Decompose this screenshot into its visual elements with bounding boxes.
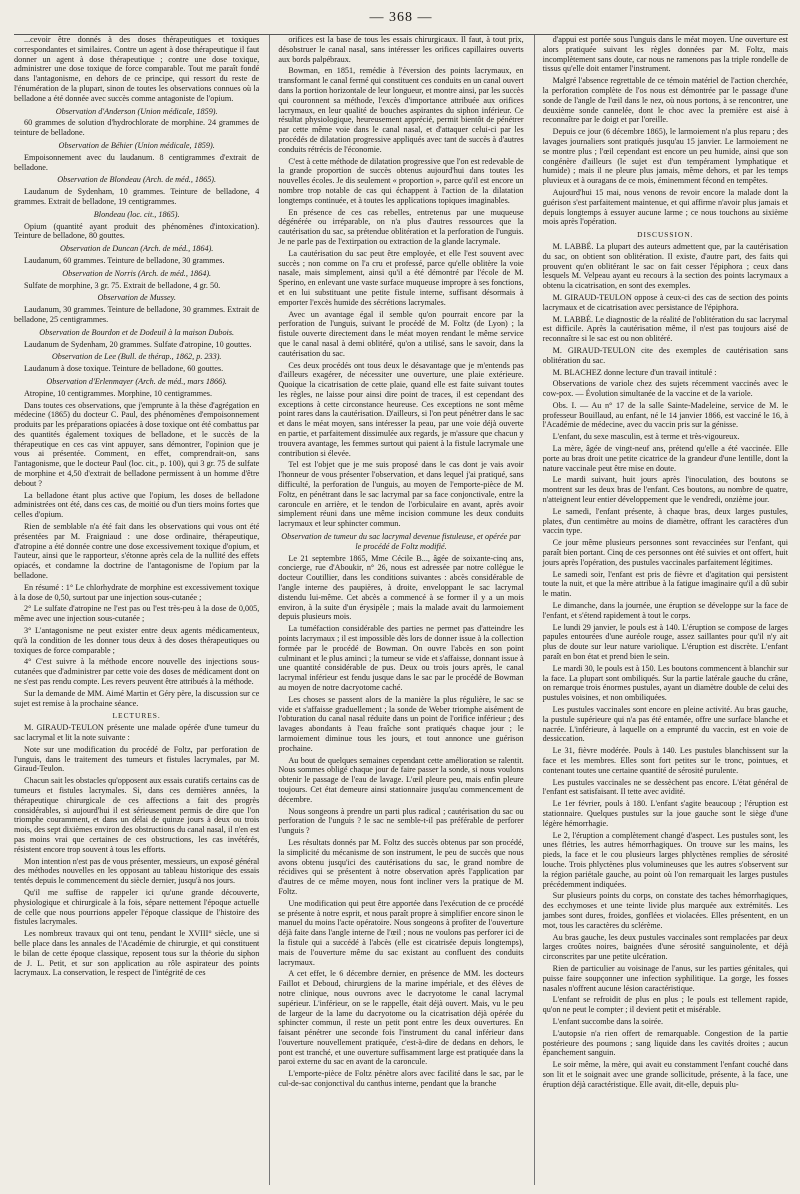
paragraph: Laudanum à dose toxique. Teinture de belladone, 60 gouttes. (24, 364, 224, 374)
section-heading: Observation de Béhier (Union médicale, 1859). (58, 140, 215, 150)
paragraph: La mère, âgée de vingt-neuf ans, prétend qu'elle a été vaccinée. Elle porte au bras droit une petite cicatrice de la grandeur d'une lentille, dont la nature vaccinale peut être mise en doute. (542, 444, 788, 473)
paragraph: Rien de semblable n'a été fait dans les observations qui vous ont été présentées par M. Fraigniaud : une dose ordinaire, thérapeutique, d'atropine a été donnée contre une dose excessivement toxique d'opium, et l'auteur, ainsi que le rapporteur, s'étonne après cela de la nullité des effets opiacés, et condamne la doctrine de l'antagonisme de l'opium par la belladone. (14, 522, 260, 581)
paragraph: Tel est l'objet que je me suis proposé dans le cas dont je vais avoir l'honneur de vous présenter l'observation, et dans lequel j'ai pratiqué, sans difficulté, la perforation de l'unguis, au moyen de l'emporte-pièce de M. Foltz, en pénétrant dans le sac lacrymal par sa face conjonctivale, entre la caroncule en arrière, et le tendon de l'orbiculaire en avant, après avoir simplement réuni dans une même incision commune les deux conduits lacrymaux et leur sphincter commun. (278, 460, 524, 529)
paragraph: Rien de particulier au voisinage de l'anus, sur les parties génitales, qui puisse faire soupçonner une infection syphilitique. La gorge, les fosses nasales n'offrent aucune lésion caractéristique. (542, 963, 788, 993)
paragraph: La tuméfaction considérable des parties ne permet pas d'atteindre les points lacrymaux ; il est impossible dès lors de donner issue à la collection formée par le procédé de Bowman. On ouvre l'abcès en son point culminant et le plus aminci ; la tumeur se vide et s'affaisse, donnant issue à une quantité considérable de pus. Deux ou trois jours après, le canal lacrymal inférieur est fendu jusque dans le sac par le procédé de Bowman au moyen de notre dacryotome caché. (278, 624, 524, 692)
paragraph: Laudanum de Sydenham, 10 grammes. Teinture de belladone, 4 grammes. Extrait de belladone, 19 centigrammes. (14, 187, 260, 206)
paragraph: Aujourd'hui 15 mai, nous venons de revoir encore la malade dont la guérison s'est parfaitement maintenue, et qui affirme n'avoir plus jamais et depuis longtemps à essuyer aucune larme ; ce nous touchons au sixième mois après l'opération. (542, 187, 788, 227)
paragraph: Le lundi 29 janvier, le pouls est à 140. L'éruption se compose de larges papules entourées d'une auréole rouge, assez saillantes pour qu'il n'y ait plus de doute sur leur nature variolique. L'éruption est discrète. L'enfant paraît en bon état et prend bien le sein. (542, 622, 788, 662)
paragraph: M. LABBÉ. La plupart des auteurs admettent que, par la cautérisation du sac, on obtient son oblitération. Il existe, d'autre part, des faits qui prouvent qu'en oblitérant le sac on fait cesser l'épiphora ; ceux dans lesquels M. Velpeau ayant eu recours à la section des points lacrymaux a obtenu la cicatrisation, en sont des exemples. (542, 241, 788, 291)
paragraph: Une modification qui peut être apportée dans l'exécution de ce procédé se présente à notre esprit, et nous paraît propre à simplifier encore sinon le manuel du moins l'acte opératoire. Nous songeons à profiter de l'ouverture déjà faite dans l'angle interne de l'œil ; nous ne voulons pas perforer ici de la fistule qui a succédé à l'abcès (elle est cicatrisée depuis longtemps), mais de l'ouverture même du sac existant au confluent des conduits lacrymaux. (278, 898, 524, 967)
paragraph: Ces deux procédés ont tous deux le désavantage que je m'entends pas d'ailleurs exagérer, de nécessiter une ouverture, une plaie extérieure. Quoique la cicatrisation de cette plaie, quand elle est faite suivant toutes les règles, ne laisse pour ainsi dire point de traces, il est cependant des exceptions à cette circonstance heureuse. Ces exceptions ne sont même point rares dans la cautérisation. D'ailleurs, si l'on peut pénétrer dans le sac et dans le méat moyen, sans intéresser la peau, par une voie déjà ouverte en partie, et parfaitement dissimulée aux regards, je m'assure que chacun y trouvera avantage, les femmes surtout qui paient à la fistule lacrymale une contribution si élevée. (278, 360, 524, 458)
paragraph: orifices est la base de tous les essais chirurgicaux. Il faut, à tout prix, désobstruer le canal nasal, sans intéresser les orifices capillaires ouverts aux bords palpébraux. (278, 35, 524, 64)
section-heading: Observation de Blondeau (Arch. de méd., 1865). (57, 175, 217, 185)
section-heading: Observation de Mussey. (97, 293, 176, 303)
paragraph: Atropine, 10 centigrammes. Morphine, 10 centigrammes. (24, 388, 213, 398)
paragraph: La cautérisation du sac peut être employée, et elle l'est souvent avec succès ; non comme on l'a cru et professé, parce qu'elle oblitère la voie nasale, mais simplement, ainsi qu'il a été démontré par l'école de M. Sperino, en enlevant une vaste surface muqueuse impropre à ses fonctions, et en lui substituant une petite fistule interne, suffisant désormais à emporter l'excès humide des sécrétions lacrymales. (278, 248, 524, 307)
paragraph: Dans toutes ces observations, que j'emprunte à la thèse d'agrégation en médecine (1865) du docteur C. Paul, des phénomènes d'empoisonnement produits par les préparations opiacées à dose toxique ont été combattus par des quantités également toxiques de belladone, et le succès de la thérapeutique en ces cas vint appuyer, sans démontrer, l'opinion que je vous ai présentée. Comment, en effet, comprendrait-on, sans l'antagonisme, que le docteur Paul (loc. cit., p. 100), qui 3 gr. 75 de sulfate de morphine et 4,50 d'extrait de belladone permissent à un homme d'être debout ? (14, 400, 260, 488)
paragraph: M. GIRAUD-TEULON cite des exemples de cautérisation sans oblitération du sac. (542, 345, 788, 365)
paragraph: En résumé : 1° Le chlorhydrate de morphine est excessivement toxique à la dose de 0,50, surtout par une injection sous-cutanée ; (14, 582, 260, 602)
paragraph: Le samedi soir, l'enfant est pris de fièvre et d'agitation qui persistent toute la nuit, et que la mère attribue à la fatigue imaginaire qu'il a dû subir le matin. (542, 569, 788, 599)
paragraph: Chacun sait les obstacles qu'opposent aux essais curatifs certains cas de tumeurs et fistules lacrymales. Si, dans ces dernières années, la thérapeutique chirurgicale de ces affections a fait des progrès considérables, si aujourd'hui il est sérieusement permis de dire que l'on triomphe couramment, et dans un délai de quinze jours à deux ou trois mois, des sept dixièmes environ des obstructions du canal nasal, il n'en est pas moins vrai que certaines de ces obstructions, les cas invétérés, résistent encore trop souvent à tous les efforts. (14, 776, 260, 854)
section-heading: Observation de Duncan (Arch. de méd., 1864). (59, 244, 214, 254)
paragraph: Laudanum, 30 grammes. Teinture de belladone, 30 grammes. Extrait de belladone, 25 centigrammes. (14, 305, 260, 324)
paragraph: Malgré l'absence regrettable de ce témoin matériel de l'action cherchée, la perforation complète de l'os nous est démontrée par le passage d'une sonde de l'angle de l'œil dans le nez, où nous portons, à se rencontrer, une deuxième sonde cannelée, dont le choc avec la première est aisé à reconnaître par le doigt et par l'oreille. (542, 76, 788, 125)
paragraph: M. GIRAUD-TEULON oppose à ceux-ci des cas de section des points lacrymaux et de cicatrisation avec persistance de l'épiphora. (542, 292, 788, 312)
paragraph: Le dimanche, dans la journée, une éruption se développe sur la face de l'enfant, et s'étend rapidement à tout le corps. (542, 601, 788, 620)
paragraph: Sur plusieurs points du corps, on constate des taches hémorrhagiques, des ecchymoses et une teinte livide plus marquée aux extrémités. Les jambes sont dures, froides, gonflées et violacées. Elles présentent, en un mot, tous les caractères du sclérème. (542, 891, 788, 930)
paragraph: Nous songeons à prendre un parti plus radical ; cautérisation du sac ou perforation de l'unguis ? le sac ne semble-t-il pas préférable de perforer l'unguis ? (278, 806, 524, 836)
paragraph: Laudanum de Sydenham, 20 grammes. Sulfate d'atropine, 10 gouttes. (24, 339, 252, 349)
paragraph: Le mardi suivant, huit jours après l'inoculation, des boutons se montrent sur les deux bras de l'enfant. Ces boutons, au nombre de quatre, n'atteignent leur entier développement que le vendredi, onzième jour. (542, 475, 788, 505)
paragraph: Obs. I. — Au n° 17 de la salle Sainte-Madeleine, service de M. le professeur Bouillaud, au enfant, né le 14 janvier 1866, est vacciné le 16, à l'Académie de médecine, avec du vaccin pris sur la génisse. (542, 400, 788, 430)
paragraph: Laudanum, 60 grammes. Teinture de belladone, 30 grammes. (24, 255, 225, 265)
paragraph: Depuis ce jour (6 décembre 1865), le larmoiement n'a plus reparu ; des lavages journaliers sont pratiqués jusqu'au 15 janvier. Le larmoiement ne se montre plus ; l'œil cependant est encore un peu humide, ainsi que son congénère d'ailleurs (le sujet est d'un tempérament lymphatique et humide) ; mais il ne pleure plus jamais, même dehors, et par les temps pluvieux et à ouragans de ce mois, éminemment fécond en tempêtes. (542, 127, 788, 186)
paragraph: L'enfant se refroidit de plus en plus ; le pouls est tellement rapide, qu'on ne peut le compter ; il devient petit et misérable. (542, 995, 788, 1015)
paragraph: Le mardi 30, le pouls est à 150. Les boutons commencent à blanchir sur la face. La plupart sont ombiliqués. Sur la partie latérale gauche du crâne, on remarque trois énormes pustules, ayant un diamètre double de celui des pustules voisines, et non ombiliquées. (542, 663, 788, 703)
paragraph: ...cevoir être donnés à des doses thérapeutiques et toxiques correspondantes et similaires. Contre un agent à dose thérapeutique il faut donner un agent à dose thérapeutique ; contre une dose toxique, administrer une dose toxique de force comparable. Tout me paraît fondé dans l'antagonisme, en dehors de ce principe, qui ressort du reste de l'énumération de la plupart, sinon de toutes les observations connues où la belladone a été donnée avec succès comme antagoniste de l'opium. (14, 35, 260, 103)
paragraph: La belladone étant plus active que l'opium, les doses de belladone administrées ont été, dans ces cas, de moitié ou d'un tiers moins fortes que celles d'opium. (14, 490, 260, 520)
section-title: LECTURES. (112, 711, 161, 721)
paragraph: A cet effet, le 6 décembre dernier, en présence de MM. les docteurs Faillot et Deboud, chirurgiens de la marine impériale, et des élèves de notre clinique, nous ouvrons avec le dacryotome le canal lacrymal supérieur. L'inférieur, on se le rappelle, était déjà ouvert. Mais, vu le peu de largeur de la lame du dacryotome ou la cicatrisation déjà opérée du sphincter commun, il reste un petit pont entre les deux ouvertures. En faisant pénétrer une seconde fois l'instrument du canal inférieur dans l'ouverture nouvellement pratiquée, c'est-à-dire de dedans en dehors, le pont est tranché, et une ouverture suffisamment large est pratiquée dans la paroi externe du sac en avant de la caroncule. (278, 969, 524, 1067)
text-columns (14, 35, 788, 1185)
section-heading: Observation d'Erlenmayer (Arch. de méd., mars 1866). (46, 376, 227, 386)
paragraph: Qu'il me suffise de rappeler ici qu'une grande découverte, physiologique et chirurgicale à la fois, sépare nettement l'époque actuelle de celle que nous pourrions appeler l'époque classique de l'histoire des fistules lacrymales. (14, 887, 260, 927)
column-middle (269, 35, 523, 1185)
paragraph: Les résultats donnés par M. Foltz des succès obtenus par son procédé, la simplicité du mécanisme de son instrument, le peu de succès que nous avons obtenu jusqu'ici des cautérisations du sac, le grand nombre de récidives qui se présentent à notre observation après l'application par d'autres de ce même moyen, nous font incliner vers la pratique de M. Foltz. (278, 837, 524, 896)
paragraph: Sulfate de morphine, 3 gr. 75. Extrait de belladone, 4 gr. 50. (24, 280, 221, 290)
paragraph: Au bras gauche, les deux pustules vaccinales sont remplacées par deux larges croûtes noires, baignées d'une sérosité sanguinolente, et déjà circonscrites par une petite ulcération. (542, 932, 788, 962)
paragraph: 2° Le sulfate d'atropine ne l'est pas ou l'est très-peu à la dose de 0,005, même avec une injection sous-cutanée ; (14, 604, 260, 624)
paragraph: 60 grammes de solution d'hydrochlorate de morphine. 24 grammes de teinture de belladone. (14, 118, 260, 138)
paragraph: Les pustules vaccinales sont encore en pleine activité. Au bras gauche, la pustule supérieure qui n'a pas été entamée, offre une surface blanche et nacrée. L'inférieure, à laquelle on a emprunté du vaccin, est en voie de dessiccation. (542, 705, 788, 744)
paragraph: L'autopsie n'a rien offert de remarquable. Congestion de la partie postérieure des poumons ; sang liquide dans les cavités droites ; aucun épanchement sanguin. (542, 1028, 788, 1058)
paragraph: Le 2, l'éruption a complètement changé d'aspect. Les pustules sont, les unes flétries, les autres hémorrhagiques. On trouve sur les mains, les pieds, la face et le cou plusieurs larges phlyctènes remplies de sérosité louche. Trois phlyctènes plus volumineuses que les autres s'observent sur la région pariétale gauche, au point où l'on remarquait les larges pustules précédemment indiquées. (542, 830, 788, 889)
paragraph: Mon intention n'est pas de vous présenter, messieurs, un exposé général des méthodes nouvelles en les opposant au tableau historique des essais tentés depuis le commencement du siècle dernier, jusqu'à nos jours. (14, 856, 260, 886)
section-heading: Observation de Bourdon et de Dodeuil à la maison Dubois. (39, 327, 235, 337)
section-title: DISCUSSION. (637, 230, 694, 240)
paragraph: L'enfant succombe dans la soirée. (552, 1016, 664, 1026)
paragraph: Le 31, fièvre modérée. Pouls à 140. Les pustules blanchissent sur la face et les membres. Elles sont fort petites sur le tronc, pointues, et contenant toutes une certaine quantité de sérosité purulente. (542, 746, 788, 775)
paragraph: C'est à cette méthode de dilatation progressive que l'on est redevable de la grande proportion de succès obtenus aujourd'hui dans toutes les nouvelles écoles. Je dis seulement « proportion », parce qu'il est encore un nombre trop notable de cas qui échappent à l'action de la dilatation longtemps continuée, et à toutes les applications topiques imaginables. (278, 156, 524, 205)
section-heading: Observation d'Anderson (Union médicale, 1859). (55, 106, 218, 116)
paragraph: Opium (quantité ayant produit des phénomènes d'intoxication). Teinture de belladone, 80 gouttes. (14, 221, 260, 241)
paragraph: Le 1er février, pouls à 180. L'enfant s'agite beaucoup ; l'éruption est stationnaire. Quelques pustules sur la joue gauche sont le siège d'une légère hémorrhagie. (542, 799, 788, 828)
paragraph: M. BLACHEZ donne lecture d'un travail intitulé : (552, 367, 717, 377)
paragraph: L'enfant, du sexe masculin, est à terme et très-vigoureux. (552, 432, 740, 442)
paragraph: Le samedi, l'enfant présente, à chaque bras, deux larges pustules, plates, d'un centimètre au moins de diamètre, offrant les caractères d'un vaccin type. (542, 506, 788, 536)
paragraph: Ce jour même plusieurs personnes sont revaccinées sur l'enfant, qui paraît bien portant. Cinq de ces personnes ont été suivies et ont offert, huit jours après l'opération, des pustules vaccinales parfaitement légitimes. (542, 538, 788, 567)
paragraph: En présence de ces cas rebelles, entretenus par une muqueuse dégénérée ou irréparable, on n'a plus d'autres ressources que la cautérisation du sac, sa prétendue oblitération et la perforation de l'unguis. Je ne parle pas de l'extirpation ou extraction de la glande lacrymale. (278, 207, 524, 246)
paragraph: Au bout de quelques semaines cependant cette amélioration se ralentit. Nous sommes obligé chaque jour de faire passer la sonde, si nous voulons obtenir le passage de l'eau de lavage. L'œil pleure peu, mais enfin pleure toujours. Cet état demeure ainsi stationnaire jusqu'au commencement de décembre. (278, 755, 524, 804)
section-heading: Blondeau (loc. cit., 1865). (93, 209, 180, 219)
paragraph: Le soir même, la mère, qui avait eu constamment l'enfant couché dans son lit et le soignait avec une grande sollicitude, présente, à la face, une éruption déjà caractéristique. Elle avait, dit-elle, depuis plu- (542, 1060, 788, 1089)
column-left (14, 35, 259, 1185)
paragraph: Les pustules vaccinales ne se dessèchent pas encore. L'état général de l'enfant est satisfaisant. Il tette avec avidité. (542, 777, 788, 797)
paragraph: M. GIRAUD-TEULON présente une malade opérée d'une tumeur du sac lacrymal et lit la note suivante : (14, 723, 260, 742)
section-heading: Observation de Norris (Arch. de méd., 1864). (62, 268, 212, 278)
paragraph: Bowman, en 1851, remédie à l'éversion des points lacrymaux, en transformant le canal fermé qui constituent ces conduits en un canal ouvert dans la portion horizontale de leur longueur, et montre ainsi, par les succès qui couronnent sa méthode, l'excès d'importance attribuée aux orifices lacrymaux, en leur qualité de bouches aspirantes du siphon inférieur. Ce résultat physiologique, heureusement apprécié, permit bientôt de pénétrer par cette même voie dans le canal nasal, et d'attaquer celui-ci par les procédés de dilatation progressive appliqués avec tant de succès à d'autres conduits rétrécis de l'économie. (278, 66, 524, 154)
paragraph: L'emporte-pièce de Foltz pénètre alors avec facilité dans le sac, par le cul-de-sac conjonctival du canthus interne, pendant que la branche (278, 1069, 524, 1089)
paragraph: Les choses se passent alors de la manière la plus régulière, le sac se vide et s'affaisse graduellement ; la sonde de Weber triomphe aisément de l'obturation du canal nasal réduite dans un point de l'orifice inférieur ; des lavages abondants à l'eau fraîche sont pratiqués chaque jour ; le larmoiement diminue tous les jours, et tout annonce une guérison prochaine. (278, 694, 524, 753)
paragraph: 3° L'antagonisme ne peut exister entre deux agents médicamenteux, qu'à la condition de les donner tous deux à des doses thérapeutiques ou toxiques de force comparable ; (14, 626, 260, 655)
paragraph: Observations de variole chez des sujets récemment vaccinés avec le cow-pox. — Évolution simultanée de la vaccine et de la variole. (542, 379, 788, 399)
paragraph: Note sur une modification du procédé de Foltz, par perforation de l'unguis, dans le traitement des tumeurs et fistules lacrymales, par M. Giraud-Teulon. (14, 744, 260, 774)
paragraph: Les nombreux travaux qui ont tenu, pendant le XVIII° siècle, une si belle place dans les annales de l'Académie de chirurgie, et qui constituent le bilan de cette époque classique, reposent tous sur la théorie du siphon de J. L. Petit, et sur son application au rôle aspirateur des points lacrymaux. La conservation, le respect de l'intégrité de ces (14, 929, 260, 978)
page-number: — 368 — (369, 10, 433, 25)
paragraph: Empoisonnement avec du laudanum. 8 centigrammes d'extrait de belladone. (14, 152, 260, 172)
paragraph: d'appui est portée sous l'unguis dans le méat moyen. Une ouverture est alors pratiquée suivant les règles données par M. Foltz, mais incomplètement sans doute, car nous ne ramenons pas la triple rondelle de tissus qu'elle doit entamer l'instrument. (542, 35, 788, 74)
paragraph: Le 21 septembre 1865, Mme Cécile B..., âgée de soixante-cinq ans, concierge, rue d'Aboukir, n° 26, nous est adressée par notre collègue le docteur Coutillier, dans les conditions suivantes : abcès considérable de l'angle interne des paupières, à droite, enveloppant le sac lacrymal distendu lui-même. Cet abcès a commencé à se former il y a un mois environ, à la suite d'un érysipèle ; mais la malade avait du larmoiement depuis plusieurs mois. (278, 553, 524, 622)
paragraph: Sur la demande de MM. Aimé Martin et Géry père, la discussion sur ce sujet est remise à la prochaine séance. (14, 688, 260, 708)
column-right (534, 35, 788, 1185)
paragraph: M. LABBÉ. Le diagnostic de la réalité de l'oblitération du sac lacrymal est difficile. Après la cautérisation même, il n'est pas toujours aisé de reconnaître si le sac est ou non oblitéré. (542, 314, 788, 344)
section-heading: Observation de Lee (Bull. de thérap., 1862, p. 233). (51, 352, 222, 362)
section-heading: Observation de tumeur du sac lacrymal devenue fistuleuse, et opérée par le procédé de Foltz modifié. (281, 532, 521, 551)
paragraph: 4° C'est suivre à la méthode encore nouvelle des injections sous-cutanées que d'administrer par cette voie des doses de médicament dont on ne s'est pas rendu compte. Les revers peuvent être attribués à la méthode. (14, 657, 260, 687)
paragraph: Avec un avantage égal il semble qu'on pourrait encore par la perforation de l'unguis, suivant le procédé de M. Foltz (de Lyon) ; la fistule ouverte directement dans le méat moyen rendant le même service que le canal nasal à demi oblitéré, qu'on a utilisé, sans le savoir, dans la cautérisation du sac. (278, 309, 524, 358)
